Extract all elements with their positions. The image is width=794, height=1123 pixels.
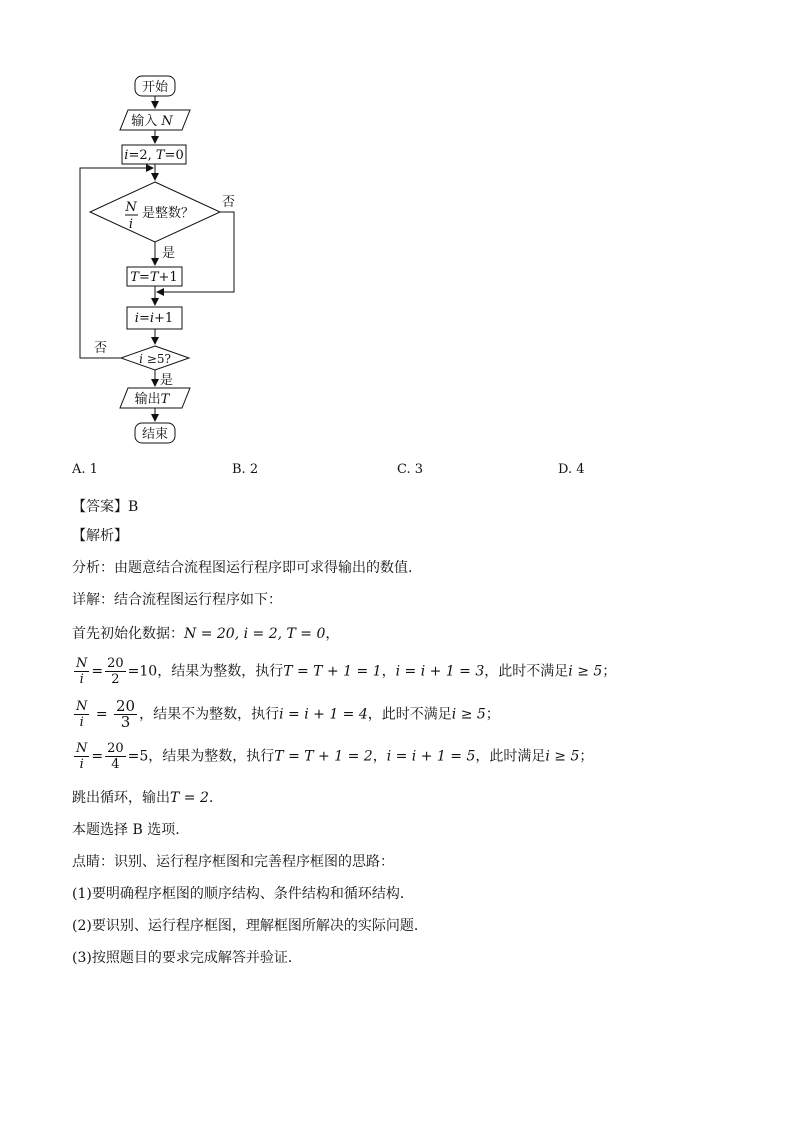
start-label: 开始	[141, 80, 169, 95]
tip-line: 点睛：识别、运行程序框图和完善程序框图的思路：	[72, 854, 394, 870]
tip-item-3: (3)按照题目的要求完成解答并验证．	[72, 950, 302, 966]
cond-den: i	[128, 217, 134, 232]
fraction-20-over-4: $\frac{20}{4}$	[107, 741, 124, 772]
inc-T-label: T=T+1	[130, 270, 178, 285]
no-label-2: 否	[94, 341, 108, 356]
fraction-n-over-i: $\frac{N}{i}$	[76, 656, 88, 687]
yes-label-2: 是	[160, 373, 174, 388]
fraction-20-over-2: $\frac{20}{2}$	[107, 656, 124, 687]
tip-item-1: (1)要明确程序框图的顺序结构、条件结构和循环结构．	[72, 886, 414, 902]
choice-line: 本题选择 B 选项.	[72, 822, 180, 838]
init-data-line: 首先初始化数据：N = 20, i = 2, T = 0，	[72, 626, 340, 642]
init-label: i=2, T=0	[124, 148, 184, 163]
inc-i-label: i=i+1	[134, 311, 174, 326]
flowchart	[0, 0, 260, 450]
tip-item-2: (2)要识别、运行程序框图，理解框图所解决的实际问题．	[72, 918, 428, 934]
analysis-line: 分析：由题意结合流程图运行程序即可求得输出的数值.	[72, 560, 413, 576]
option-b: B. 2	[232, 462, 259, 477]
option-a: A. 1	[72, 462, 98, 477]
no-label-1: 否	[222, 195, 236, 210]
exit-line: 跳出循环，输出T = 2.	[72, 790, 214, 806]
fraction-n-over-i: $\frac{N}{i}$	[76, 741, 88, 772]
option-c: C. 3	[397, 462, 424, 477]
option-d: D. 4	[558, 462, 585, 477]
detail-line: 详解：结合流程图运行程序如下：	[72, 592, 282, 608]
input-label: 输入 N	[131, 114, 173, 129]
end-label: 结束	[141, 427, 169, 442]
cond-num: N	[125, 200, 137, 215]
analysis-title: 【解析】	[72, 528, 128, 544]
answer-line: 【答案】B	[72, 499, 139, 515]
fraction-20-over-3: $\frac{20}{3}$	[116, 697, 136, 731]
yes-label-1: 是	[162, 246, 176, 261]
step-3-line: $\frac{N}{i}$ = $\frac{20}{4}$ =5，结果为整数，执行T = T + 1 = 2，i = i + 1 = 5，此时满足i ≥ 5；	[76, 741, 594, 772]
output-label: 输出T	[134, 392, 170, 407]
step-2-line: $\frac{N}{i}$ = $\frac{20}{3}$ ，结果不为整数，执行i = i + 1 = 4，此时不满足i ≥ 5；	[76, 697, 500, 731]
cond-text: 是整数？	[142, 206, 195, 221]
step-1-line: $\frac{N}{i}$ = $\frac{20}{2}$ =10，结果为整数，执行T = T + 1 = 1，i = i + 1 = 3，此时不满足i ≥ 5；	[76, 656, 617, 687]
fraction-n-over-i: $\frac{N}{i}$	[76, 699, 88, 730]
cond2-label: i ≥5?	[139, 352, 171, 366]
